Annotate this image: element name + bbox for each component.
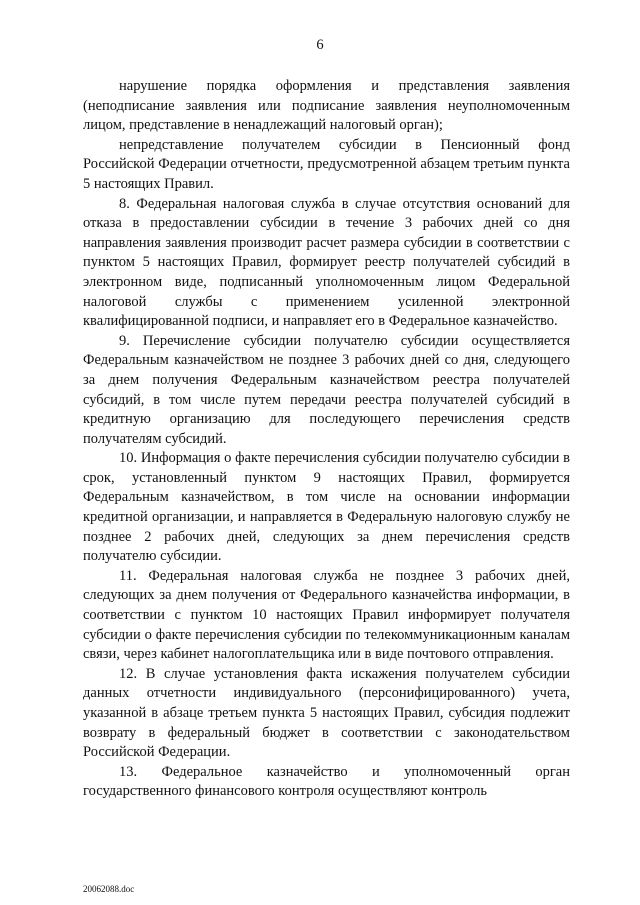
document-body	[83, 77, 570, 802]
page-number: 6	[316, 37, 324, 53]
paragraph: 8. Федеральная налоговая служба в случае отсутствия оснований для отказа в предоставлении субсидии в течение 3 рабочих дней со дня направления заявления производит расчет размера субсидии в соответствии с пунктом 5 настоящих Правил, формирует реестр получателей субсидий в электронном виде, подписанный уполномоченным лицом Федеральной налоговой службы с применением усиленной электронной квалифицированной подписи, и направляет его в Федеральное казначейство.	[83, 195, 570, 330]
paragraph: 13. Федеральное казначейство и уполномоченный орган государственного финансового контроля осуществляют контроль	[83, 763, 570, 800]
footer-filename: 20062088.doc	[83, 884, 135, 894]
paragraph: нарушение порядка оформления и представления заявления (неподписание заявления или подписание заявления неуполномоченным лицом, представление в ненадлежащий налоговый орган);	[83, 78, 570, 134]
paragraph: 10. Информация о факте перечисления субсидии получателю субсидии в срок, установленный пунктом 9 настоящих Правил, формируется Федеральным казначейством, в том числе на основании информации кредитной организации, и направляется в Федеральную налоговую службу не позднее 2 рабочих дней, следующих за днем перечисления средств получателю субсидии.	[83, 450, 570, 565]
paragraph: 11. Федеральная налоговая служба не позднее 3 рабочих дней, следующих за днем получения от Федерального казначейства информации, в соответствии с пунктом 10 настоящих Правил информирует получателя субсидии о факте перечисления субсидии по телекоммуникационным каналам связи, через кабинет налогоплательщика или в виде почтового отправления.	[83, 567, 570, 663]
paragraph: 12. В случае установления факта искажения получателем субсидии данных отчетности индивидуального (персонифицированного) учета, указанной в абзаце третьем пункта 5 настоящих Правил, субсидия подлежит возврату в федеральный бюджет в соответствии с законодательством Российской Федерации.	[83, 665, 570, 761]
paragraph: непредставление получателем субсидии в Пенсионный фонд Российской Федерации отчетности, предусмотренной абзацем третьим пункта 5 настоящих Правил.	[83, 136, 570, 192]
paragraph: 9. Перечисление субсидии получателю субсидии осуществляется Федеральным казначейством не позднее 3 рабочих дней со дня, следующего за днем получения Федеральным казначейством реестра получателей субсидий, в том числе путем передачи реестра получателей субсидий в кредитную организацию для последующего перечисления средств получателям субсидий.	[83, 332, 570, 447]
